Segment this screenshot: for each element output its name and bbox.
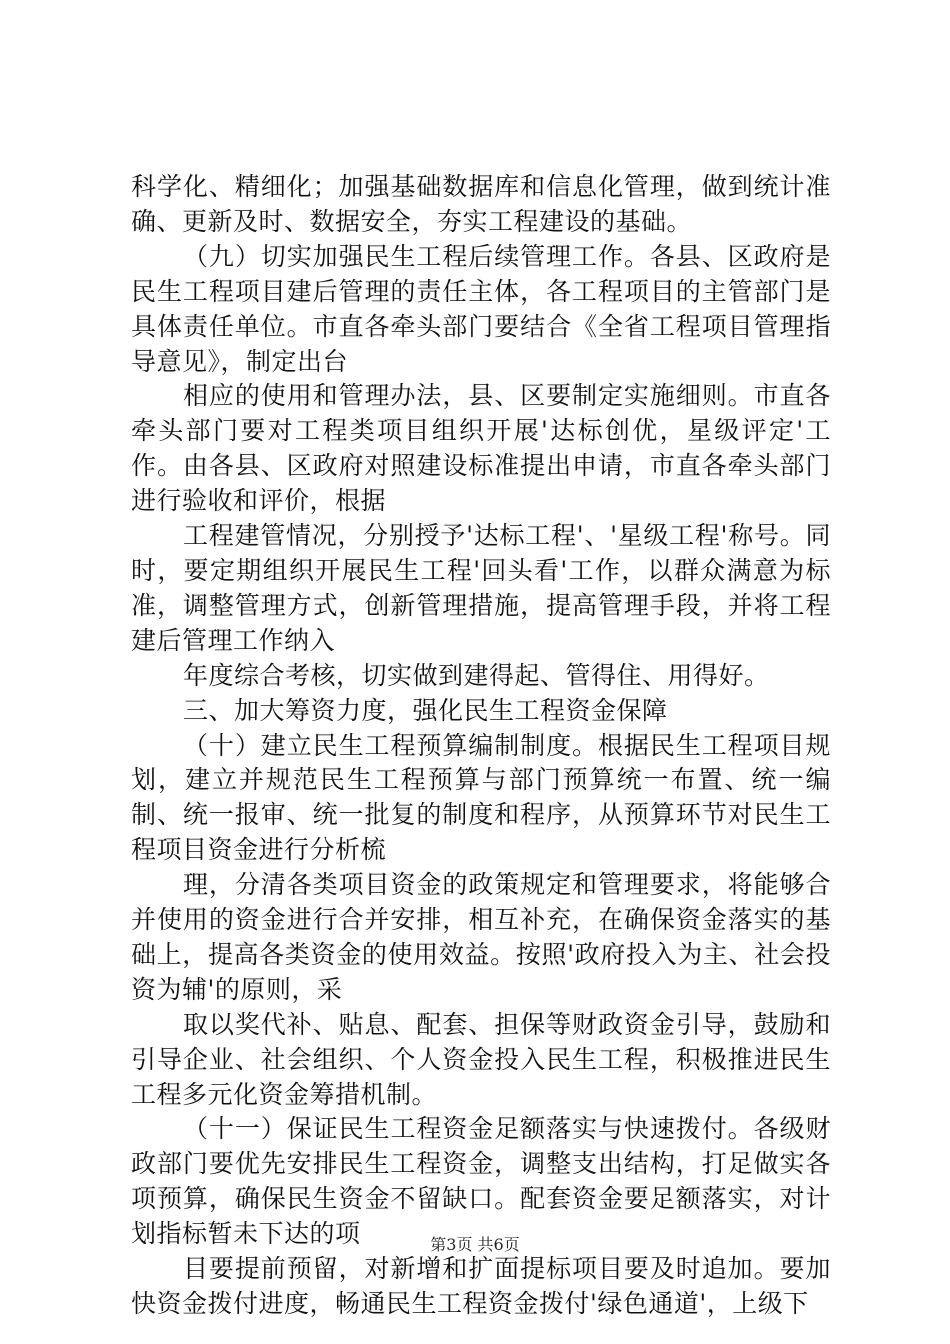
document-body xyxy=(131,170,831,1322)
paragraph-8: 理，分清各类项目资金的政策规定和管理要求，将能够合并使用的资金进行合并安排，相互补充，在确保资金落实的基础上，提高各类资金的使用效益。按照'政府投入为主、社会投资为辅'的原则，采 xyxy=(131,870,831,1004)
section-heading-3: 三、加大筹资力度，强化民生工程资金保障 xyxy=(183,695,668,725)
paragraph-10: （十一）保证民生工程资金足额落实与快速拨付。各级财政部门要优先安排民生工程资金，调整支出结构，打足做实各项预算，确保民生资金不留缺口。配套资金要足额落实，对计划指标暂未下达的项 xyxy=(131,1114,831,1249)
paragraph-2: （九）切实加强民生工程后续管理工作。各县、区政府是民生工程项目建后管理的责任主体，各工程项目的主管部门是具体责任单位。市直各牵头部门要结合《全省工程项目管理指导意见》，制定出台 xyxy=(131,241,831,376)
paragraph-1: 科学化、精细化；加强基础数据库和信息化管理，做到统计准确、更新及时、数据安全，夯实工程建设的基础。 xyxy=(131,172,831,236)
paragraph-7: （十）建立民生工程预算编制制度。根据民生工程项目规划，建立并规范民生工程预算与部门预算统一布置、统一编制、统一报审、统一批复的制度和程序，从预算环节对民生工程项目资金进行分析梳 xyxy=(131,730,831,865)
paragraph-11: 目要提前预留，对新增和扩面提标项目要及时追加。要加快资金拨付进度，畅通民生工程资金拨付'绿色通道'，上级下 xyxy=(131,1254,831,1318)
page-number-footer: 第3页 共6页 xyxy=(430,1235,520,1254)
paragraph-5: 年度综合考核，切实做到建得起、管得住、用得好。 xyxy=(183,660,770,690)
paragraph-4: 工程建管情况，分别授予'达标工程'、'星级工程'称号。同时，要定期组织开展民生工程'回头看'工作，以群众满意为标准，调整管理方式，创新管理措施，提高管理手段，并将工程建后管理工作纳入 xyxy=(131,521,831,655)
paragraph-9: 取以奖代补、贴息、配套、担保等财政资金引导，鼓励和引导企业、社会组织、个人资金投入民生工程，积极推进民生工程多元化资金筹措机制。 xyxy=(131,1009,831,1109)
paragraph-3: 相应的使用和管理办法，县、区要制定实施细则。市直各牵头部门要对工程类项目组织开展'达标创优，星级评定'工作。由各县、区政府对照建设标准提出申请，市直各牵头部门进行验收和评价，根据 xyxy=(131,381,831,516)
